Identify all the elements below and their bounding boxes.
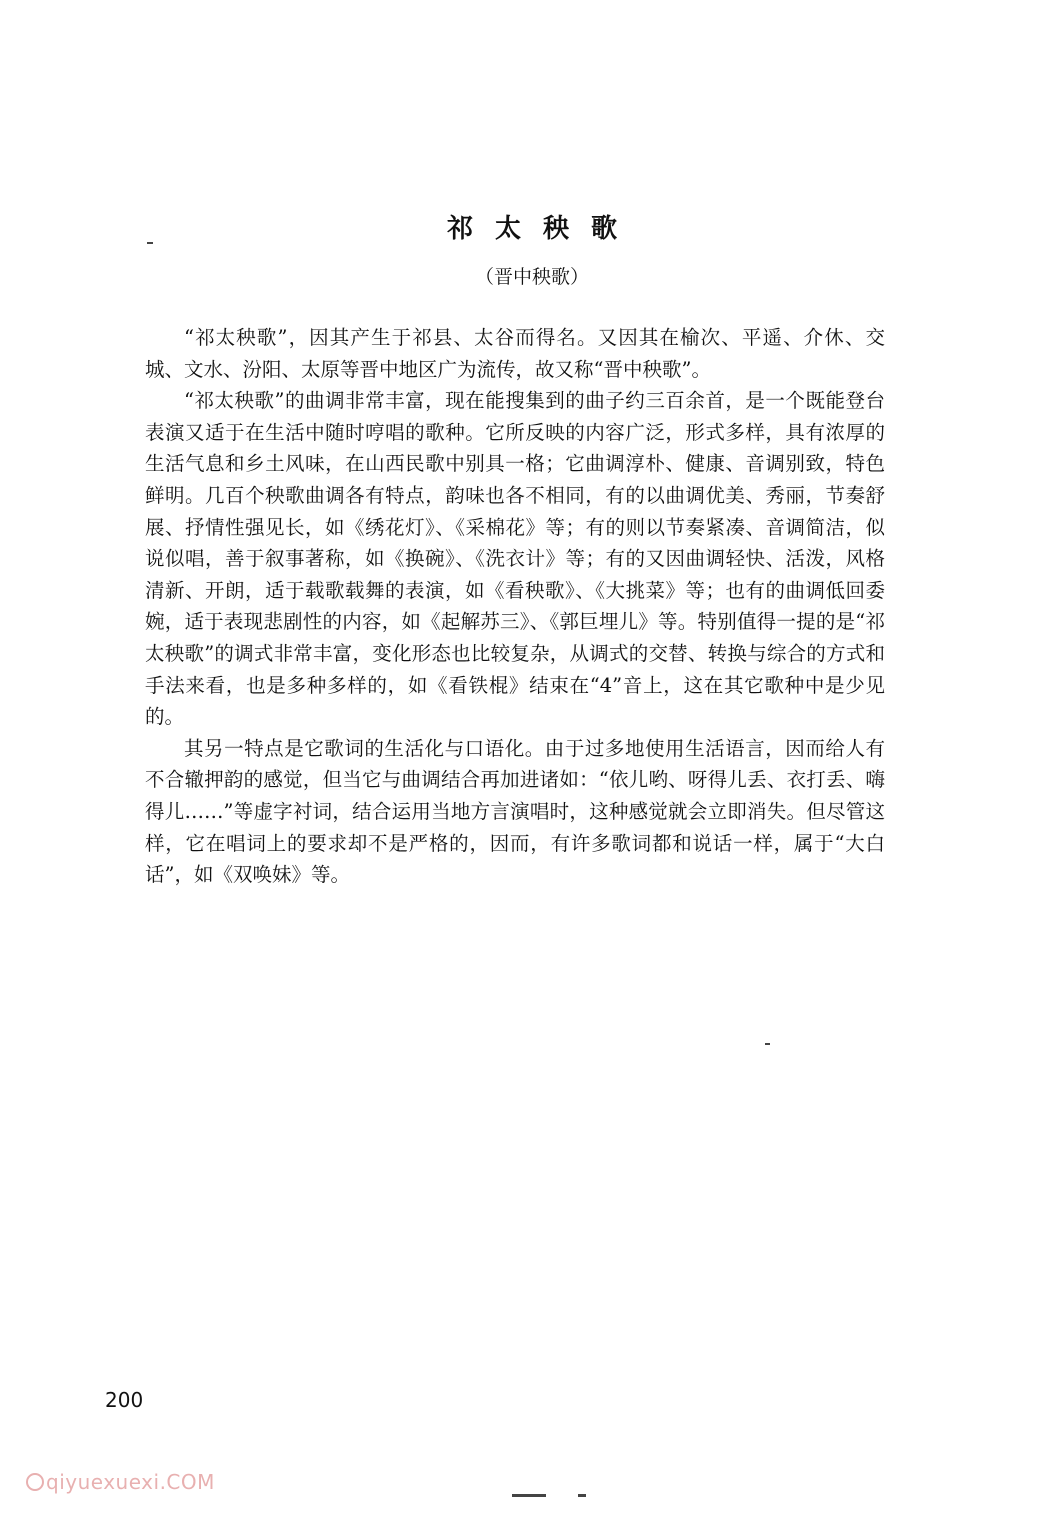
scan-speck bbox=[765, 1043, 770, 1045]
site-watermark bbox=[26, 1470, 215, 1494]
paragraph-1: “祁太秧歌”，因其产生于祁县、太谷而得名。又因其在榆次、平遥、介休、交城、文水、汾阳、太原等晋中地区广为流传，故又称“晋中秧歌”。 bbox=[145, 326, 885, 381]
document-subtitle: （晋中秧歌） bbox=[474, 266, 589, 288]
watermark-logo-icon bbox=[26, 1473, 44, 1491]
page-number: 200 bbox=[105, 1388, 144, 1412]
document-title: 祁太秧歌 bbox=[446, 214, 639, 244]
scan-speck bbox=[512, 1494, 546, 1497]
body-text bbox=[145, 322, 885, 891]
paragraph-3: 其另一特点是它歌词的生活化与口语化。由于过多地使用生活语言，因而给人有不合辙押韵的感觉，但当它与曲调结合再加进诸如：“依儿哟、呀得儿丢、衣打丢、嗨得儿……”等虚字衬词，结合运用当地方言演唱时，这种感觉就会立即消失。但尽管这样，它在唱词上的要求却不是严格的，因而，有许多歌词都和说话一样，属于“大白话”，如《双唤妹》等。 bbox=[145, 736, 885, 887]
paragraph-2: “祁太秧歌”的曲调非常丰富，现在能搜集到的曲子约三百余首，是一个既能登台表演又适于在生活中随时哼唱的歌种。它所反映的内容广泛，形式多样，具有浓厚的生活气息和乡土风味，在山西民歌中别具一格；它曲调淳朴、健康、音调别致，特色鲜明。几百个秧歌曲调各有特点，韵味也各不相同，有的以曲调优美、秀丽，节奏舒展、抒情性强见长，如《绣花灯》、《采棉花》等；有的则以节奏紧凑、音调简洁，似说似唱，善于叙事著称，如《换碗》、《洗衣计》等；有的又因曲调轻快、活泼，风格清新、开朗，适于载歌载舞的表演，如《看秧歌》、《大挑菜》等；也有的曲调低回委婉，适于表现悲剧性的内容，如《起解苏三》、《郭巨埋儿》等。特别值得一提的是“祁太秧歌”的调式非常丰富，变化形态也比较复杂，从调式的交替、转换与综合的方式和手法来看，也是多种多样的，如《看铁棍》结束在“4”音上，这在其它歌种中是少见的。 bbox=[145, 389, 885, 729]
scan-speck bbox=[147, 242, 153, 244]
watermark-text: qiyuexuexi.COM bbox=[46, 1470, 215, 1494]
scan-speck bbox=[578, 1494, 586, 1497]
